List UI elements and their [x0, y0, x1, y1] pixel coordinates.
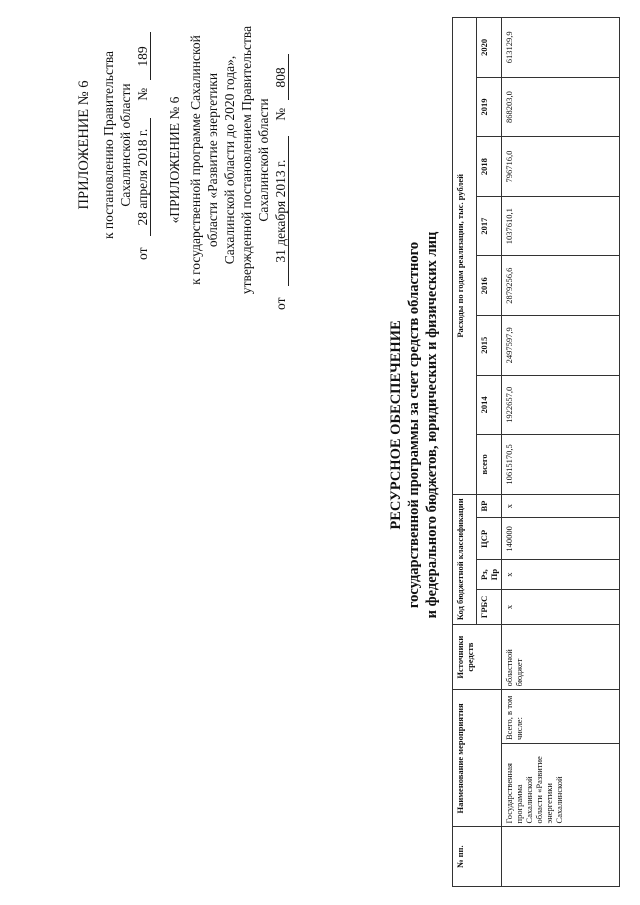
cell-vr: x	[502, 494, 620, 518]
from-label: от	[135, 247, 150, 260]
col-header-name: Наименование мероприятия	[453, 690, 502, 827]
appendix-decree-line: к постановлению Правительства	[101, 50, 116, 240]
decree-number: 189	[135, 33, 151, 81]
col-header-2019: 2019	[477, 77, 502, 137]
number-label: №	[135, 87, 150, 101]
title-line-2: государственной программы за счет средств областного	[406, 241, 422, 609]
cell-name: Государственная программа Сахалинской области «Развитие энергетики Сахалинской	[502, 744, 620, 827]
cell-total: 10615170,5	[502, 435, 620, 495]
col-header-total: всего	[477, 435, 502, 495]
program-appendix-title: «ПРИЛОЖЕНИЕ № 6	[167, 96, 182, 224]
appendix-region-line: Сахалинской области	[118, 83, 133, 207]
col-header-num: № пп.	[453, 827, 502, 887]
title-line-3: и федерального бюджетов, юридических и физических лиц	[424, 231, 440, 619]
cell-num	[502, 827, 620, 887]
program-date-line	[272, 10, 289, 310]
document-title	[387, 195, 441, 655]
cell-2017: 1037610,1	[502, 196, 620, 256]
table-row	[502, 18, 620, 887]
cell-grbs: x	[502, 589, 620, 624]
col-header-2014: 2014	[477, 375, 502, 435]
number-label: №	[273, 107, 288, 121]
col-header-2016: 2016	[477, 256, 502, 316]
appendix-header	[76, 30, 151, 260]
from-label: от	[273, 297, 288, 310]
cell-rzpr: x	[502, 560, 620, 590]
program-line-3: Сахалинской области до 2020 года»,	[222, 55, 237, 265]
program-line-5: Сахалинской области	[256, 98, 271, 222]
col-header-expenses: Расходы по годам реализации, тыс. рублей	[453, 18, 477, 495]
col-header-2020: 2020	[477, 18, 502, 78]
col-header-rzpr: Рз, Пр	[477, 560, 502, 590]
col-header-csr: ЦСР	[477, 518, 502, 560]
appendix-title: ПРИЛОЖЕНИЕ № 6	[76, 80, 92, 210]
col-header-budget-code: Код бюджетной классификации	[453, 494, 477, 624]
col-header-source: Источники средств	[453, 624, 502, 690]
appendix-date-line	[134, 30, 151, 260]
cell-csr: 140000	[502, 518, 620, 560]
col-header-2015: 2015	[477, 315, 502, 375]
cell-2015: 2497597,9	[502, 315, 620, 375]
cell-subname: Всего, в том числе:	[502, 690, 620, 744]
cell-source: областной бюджет	[502, 624, 620, 690]
decree-date: 28 апреля 2018 г.	[135, 118, 151, 236]
cell-2016: 2879256,6	[502, 256, 620, 316]
cell-2020: 613129,9	[502, 18, 620, 78]
cell-2014: 1922657,0	[502, 375, 620, 435]
program-number: 808	[273, 55, 289, 101]
program-appendix-header	[166, 10, 289, 310]
resource-table	[452, 17, 620, 887]
program-line-1: к государственной программе Сахалинской	[188, 35, 203, 285]
program-line-2: области «Развитие энергетики	[205, 72, 220, 248]
title-line-1: РЕСУРСНОЕ ОБЕСПЕЧЕНИЕ	[388, 320, 404, 530]
program-line-4: утвержденной постановлением Правительства	[239, 25, 254, 295]
program-date: 31 декабря 2013 г.	[273, 136, 289, 286]
cell-2019: 868203,0	[502, 77, 620, 137]
col-header-grbs: ГРБС	[477, 589, 502, 624]
col-header-2018: 2018	[477, 137, 502, 197]
cell-2018: 796716,0	[502, 137, 620, 197]
col-header-vr: ВР	[477, 494, 502, 518]
col-header-2017: 2017	[477, 196, 502, 256]
